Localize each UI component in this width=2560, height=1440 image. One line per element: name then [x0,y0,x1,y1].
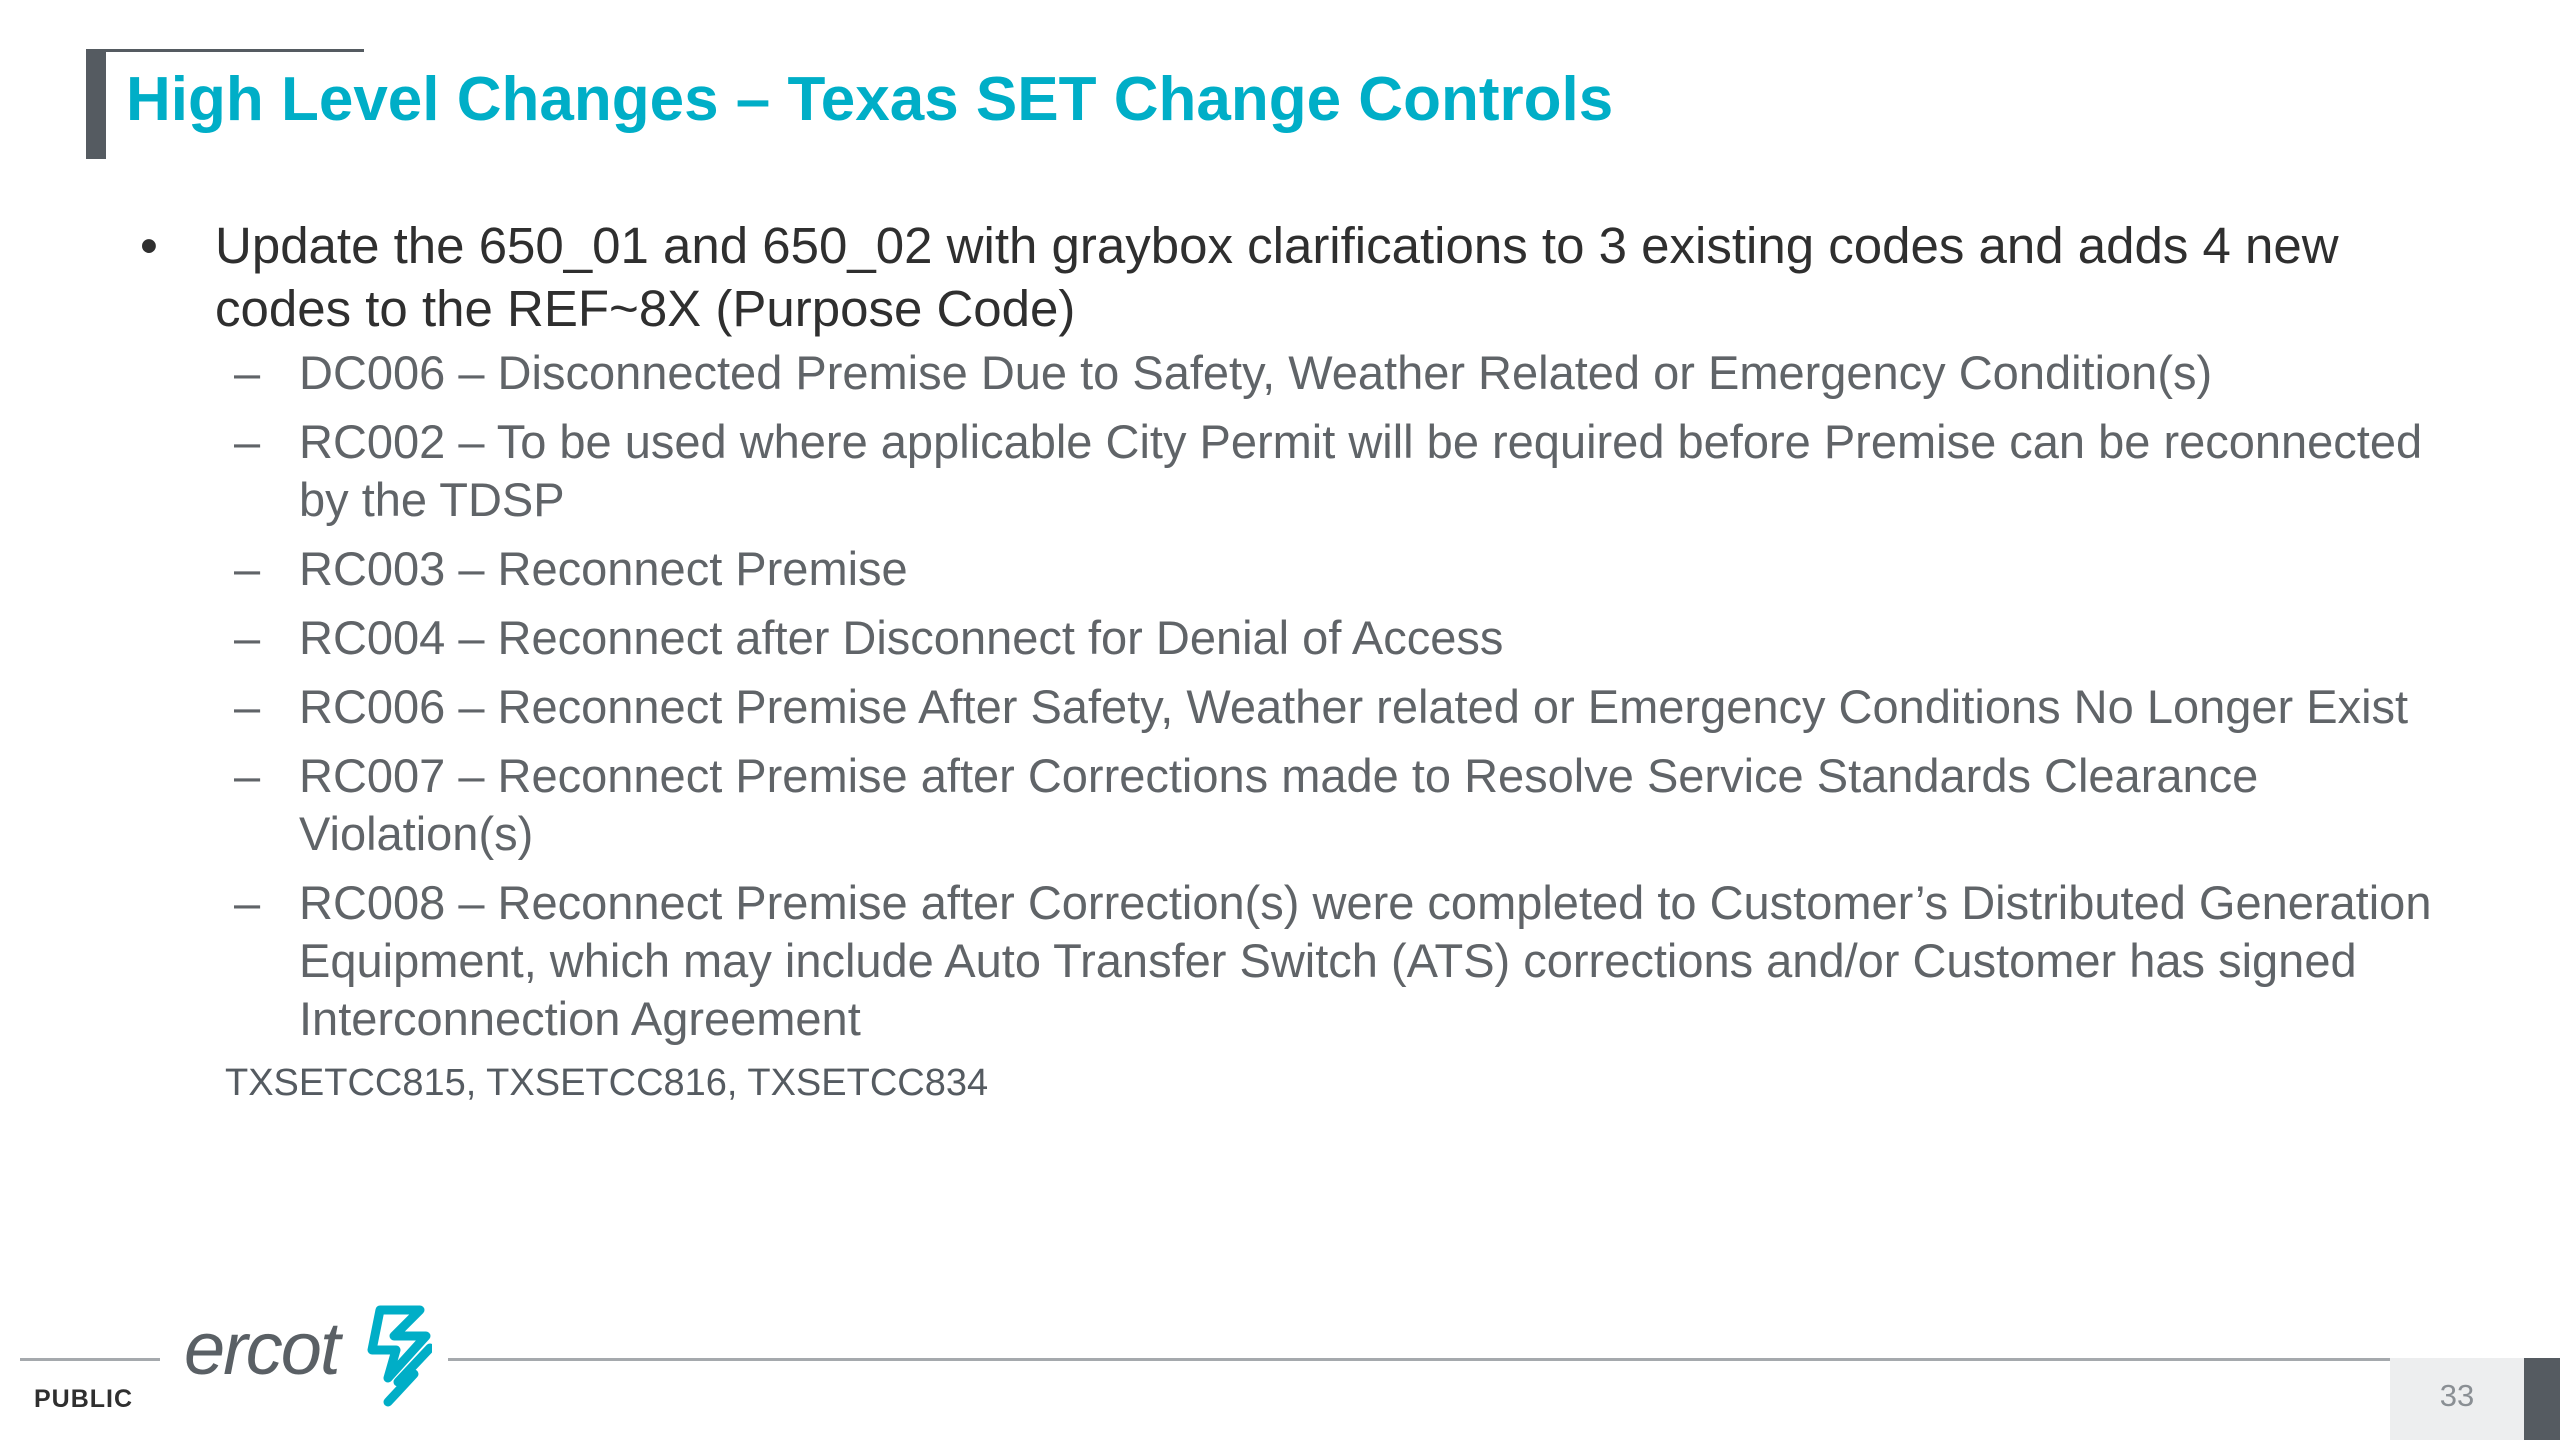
list-item [130,540,2449,598]
list-item [130,678,2449,736]
title-accent-bar [86,49,106,159]
footer-rule-left [20,1358,160,1361]
dash-marker: – [234,415,261,468]
list-item [130,609,2449,667]
bullet-marker: • [140,217,158,274]
dash-marker: – [234,876,261,929]
slide-title: High Level Changes – Texas SET Change Controls [126,65,1614,134]
title-top-rule [86,49,364,52]
list-item [130,413,2449,529]
dash-marker: – [234,749,261,802]
classification-label: PUBLIC [34,1385,134,1413]
footer-rule-right [448,1358,2390,1361]
dash-marker: – [234,542,261,595]
list-item-text: RC004 – Reconnect after Disconnect for Denial of Access [299,611,1504,664]
list-item [130,344,2449,402]
change-control-ids: TXSETCC815, TXSETCC816, TXSETCC834 [225,1062,989,1104]
list-item [130,747,2449,863]
ercot-logo-text: ercot [184,1307,339,1390]
list-item [130,874,2449,1048]
lightning-bolt-icon [372,1310,430,1402]
dash-marker: – [234,611,261,664]
corner-accent-bar [2524,1358,2560,1440]
list-item-text: RC007 – Reconnect Premise after Corrections made to Resolve Service Standards Clearance Violation(s) [299,749,2259,860]
list-item-text: RC002 – To be used where applicable City Permit will be required before Premise can be reconnected by the TDSP [299,415,2423,526]
main-bullet-text: Update the 650_01 and 650_02 with graybox clarifications to 3 existing codes and adds 4 new codes to the REF~8X (Purpose Code) [215,217,2339,337]
dash-marker: – [234,346,261,399]
list-item-text: RC008 – Reconnect Premise after Correction(s) were completed to Customer’s Distributed Generation Equipment, which may include Auto Transfer Switch (ATS) corrections and/or Customer has signed Interconnection Agreement [299,876,2432,1045]
list-item-text: RC006 – Reconnect Premise After Safety, Weather related or Emergency Conditions No Longer Exist [299,680,2409,733]
list-item-text: RC003 – Reconnect Premise [299,542,908,595]
list-item-text: DC006 – Disconnected Premise Due to Safety, Weather Related or Emergency Condition(s) [299,346,2213,399]
page-number: 33 [2439,1378,2475,1413]
dash-marker: – [234,680,261,733]
purpose-code-list [130,344,2430,1048]
slide-body [130,214,2430,1107]
main-bullet [130,214,2430,340]
ercot-logo [182,1302,432,1412]
